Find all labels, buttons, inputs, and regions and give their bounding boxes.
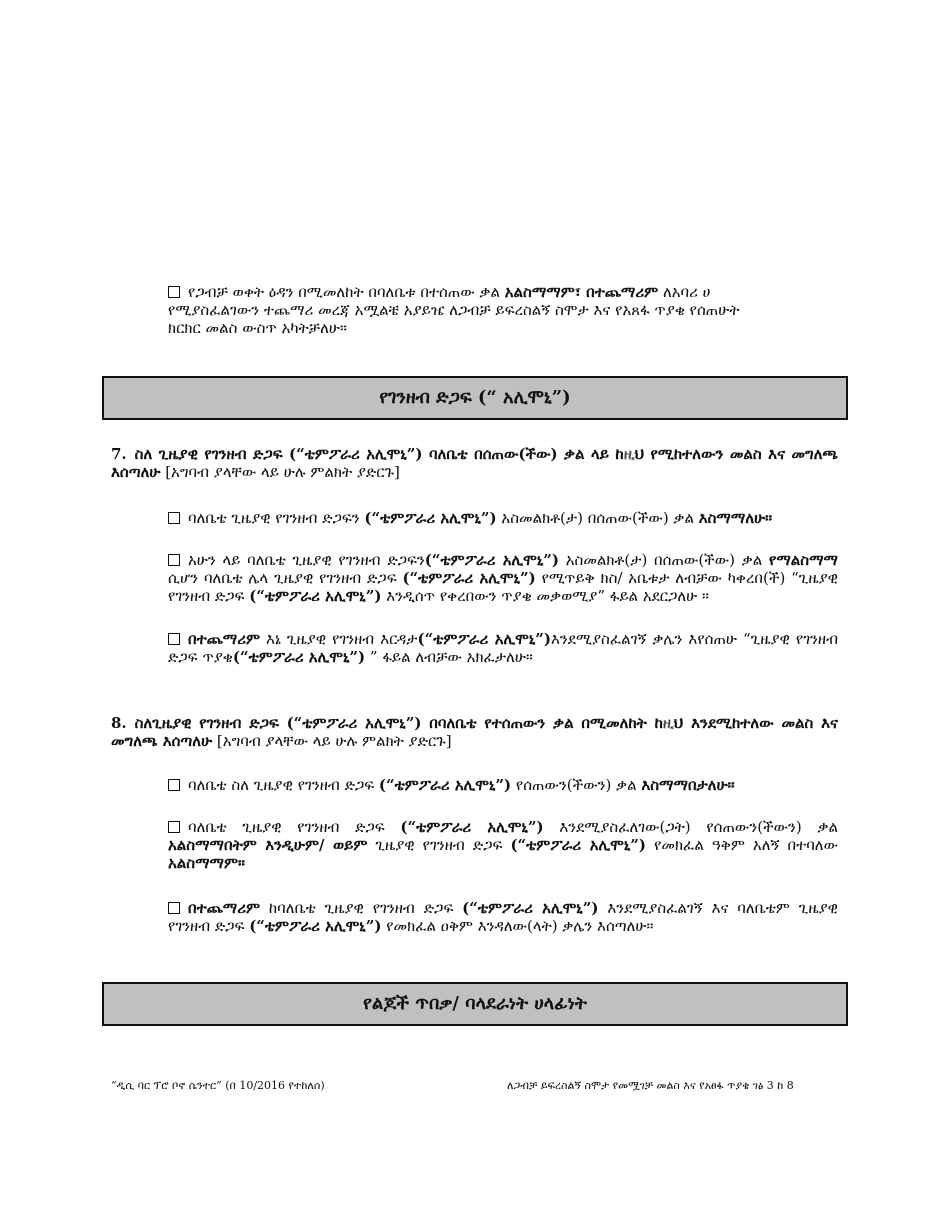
q8-option-1: ባለቤቴ ስለ ጊዜያዊ የገንዘብ ድጋፍ (“ቴምፖራሪ አሊሞኒ”) የሰጠውን(ችውን) ቃል እስማማበታለሁ። [168,776,838,794]
q7-option-3: በተጨማሪም እኔ ጊዜያዊ የገንዘብ እርዳታ(“ቴምፖራሪ አሊሞኒ”)እንደሚያስፈልገኝ ቃሌን እየሰጠሁ “ጊዜያዊ የገንዘብ ድጋፍ ጥያቄ(“ቴምፖራሪ አሊሞኒ”) ” ፋይል ለብቻው አክፈታለሁ። [168,630,838,666]
q7-option-2: አሁን ላይ ባለቤቴ ጊዜያዊ የገንዘብ ድጋፍን(“ቴምፖራሪ አሊሞኒ”) አስመልክቶ(ታ) በሰጠው(ችው) ቃል የማልስማማ ሲሆን ባለቤቴ ሌላ ጊዜያዊ የገንዘብ ድጋፍ (“ቴምፖራሪ አሊሞኒ”) የሚጥይቅ ክስ/ አቤቱታ ለብቻው ካቀረበ(ች) “ጊዜያዊ የገንዘብ ድጋፍ (“ቴምፖራሪ አሊሞኒ”) እንዲሰጥ የቀረበውን ጥያቄ መቃወሚያ” ፋይል አደርጋለሁ ። [168,551,838,605]
section-banner-child-custody: የልጆች ጥበቃ/ ባላደራነት ሀላፊነት [102,982,848,1026]
q8-option-1-checkbox[interactable] [168,779,180,791]
footer-left: “ዲሲ ባር ፕሮ ቦኖ ሴንተር” (በ 10/2016 የተከለሰ) [111,1079,325,1092]
intro-line-1: የጋብቻ ወቀት ዕዳን በሚመለከት በባለቤቱ በተሰጠው ቃል አልስማማም፣ በተጨማሪም ለአባሪ ሀ [168,283,808,301]
section-banner-alimony: የገንዘብ ድጋፍ (“ አሊሞኒ”) [102,376,848,420]
question-8: 8. ስለጊዜያዊ የገንዘብ ድጋፍ (“ቴምፖራሪ አሊሞኒ”) በባለቤቴ የተሰጠውን ቃል በሚመለከት ከዚህ እንደሚከተለው መልስ እና መግለጫ እሰጣለሁ [አግባብ ያላቸው ላይ ሁሉ ምልክት ያድርጉ] [111,714,838,750]
q7-option-1-checkbox[interactable] [168,512,180,524]
footer-right: ለጋብቻ ይፍረስልኝ ስሞታ የመሟገቻ መልስ እና የአፀፋ ጥያቄ ገፅ 3 ከ 8 [507,1079,794,1092]
intro-line-3: ክርክር መልስ ውስጥ አካትቻለሁ። [168,319,347,337]
q7-option-3-checkbox[interactable] [168,633,180,645]
intro-paragraph [168,283,808,337]
q8-option-2: ባለቤቴ ጊዜያዊ የገንዘብ ድጋፍ (“ቴምፖራሪ አሊሞኒ”) እንደሚያስፈለገው(ጋት) የሰጠውን(ችውን) ቃል አልስማማበትም እንዲሁም/ ወይም ጊዜያዊ የገንዘብ ድጋፍ (“ቴምፖራሪ አሊሞኒ”) የመክፈል ዓቅም አለኝ በተባለው አልስማማም። [168,818,838,872]
question-7: 7. ስለ ጊዜያዊ የገንዘብ ድጋፍ (“ቴምፖራሪ አሊሞኒ”) ባለቤቴ በሰጠው(ችው) ቃል ላይ ከዚህ የሚከተለውን መልስ እና መግለጫ እሰጣለሁ [አግባብ ያላቸው ላይ ሁሉ ምልክት ያድርጉ] [111,445,838,481]
q7-option-2-checkbox[interactable] [168,554,180,566]
q8-option-3: በተጨማሪም ከባለቤቴ ጊዜያዊ የገንዘብ ድጋፍ (“ቴምፖራሪ አሊሞኒ”) እንደሚያስፈልገኝ እና ባለቤቴም ጊዜያዊ የገንዘብ ድጋፍ (“ቴምፖራሪ አሊሞኒ”) የመክፈል ዐቅም እንዳለው(ላት) ቃሌን እሰጣለሁ። [168,899,838,935]
intro-line-2: የሚያስፈልገውን ተጨማሪ መረጃ አሟልቼ አያይዤ ለጋብቻ ይፍረስልኝ ስሞታ እና የአጸፋ ጥያቄ የሰጠሁት [168,301,740,319]
q7-option-1: ባለቤቴ ጊዜያዊ የገንዘብ ድጋፍን (“ቴምፖራሪ አሊሞኒ”) አስመልክቶ(ታ) በሰጠው(ችው) ቃል እስማማለሁ። [168,509,838,527]
intro-checkbox[interactable] [168,286,180,298]
q8-option-2-checkbox[interactable] [168,821,180,833]
q8-option-3-checkbox[interactable] [168,902,180,914]
